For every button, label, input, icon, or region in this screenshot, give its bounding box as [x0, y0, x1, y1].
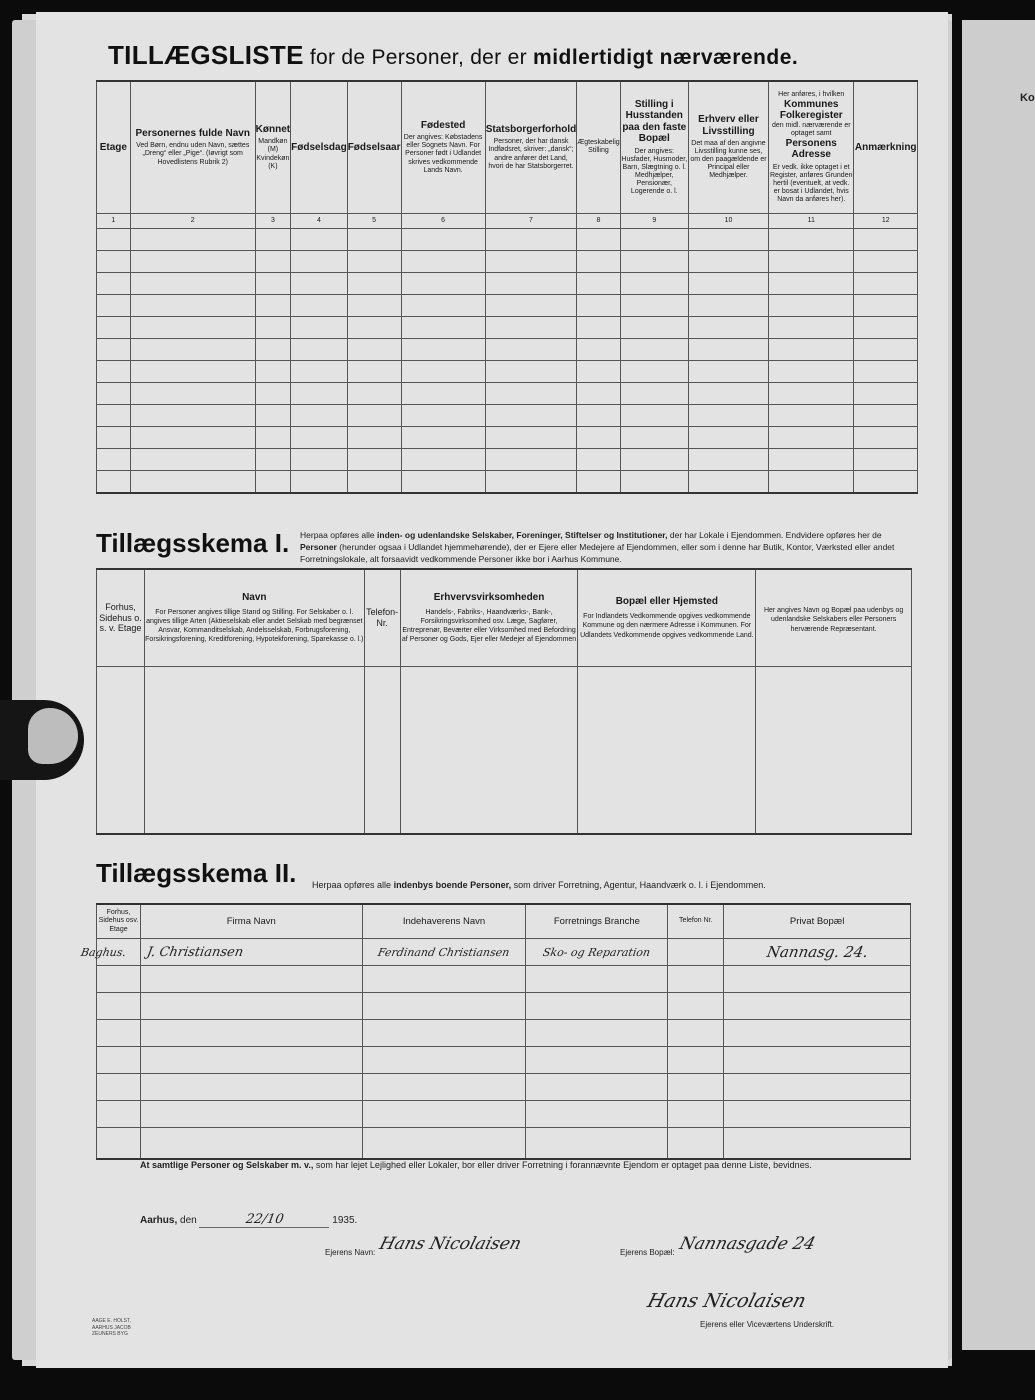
- signature-label: Ejerens eller Viceværtens Underskrift.: [700, 1320, 835, 1329]
- table-cell: [362, 1101, 526, 1128]
- table-cell: [769, 382, 854, 404]
- owner-address: Nannasgade 24: [677, 1234, 818, 1254]
- table-cell: [347, 228, 401, 250]
- col2-etage: Forhus, Sidehus o. s. v. Etage: [97, 569, 145, 667]
- table-cell: [97, 993, 141, 1020]
- table-cell: [577, 272, 620, 294]
- col-statsborger: Statsborgerforhold Personer, der har dansk Indfødsret, skriver: „dansk“; andre anfører det Land, hvori de har Statsborgerret.: [485, 81, 577, 213]
- table-cell: [485, 426, 577, 448]
- table-cell: [255, 426, 290, 448]
- table-row: [97, 1047, 911, 1074]
- table-cell: [526, 993, 668, 1020]
- table-row: [97, 404, 918, 426]
- table-cell: [97, 250, 131, 272]
- table-cell: [485, 272, 577, 294]
- table-row: [97, 1101, 911, 1128]
- table-row: [97, 316, 918, 338]
- table-cell: [401, 294, 485, 316]
- table-cell: [577, 404, 620, 426]
- table-cell: [854, 360, 918, 382]
- col3-firma: Firma Navn: [140, 904, 362, 939]
- table-cell: [347, 338, 401, 360]
- table-cell: [255, 360, 290, 382]
- table-cell: [255, 338, 290, 360]
- table-row: [97, 1074, 911, 1101]
- table-cell: [130, 294, 255, 316]
- entry-bopael: Nannasg. 24.: [724, 939, 911, 966]
- table-cell: [291, 448, 348, 470]
- table-cell: [401, 316, 485, 338]
- table-cell: [769, 250, 854, 272]
- table-cell: [724, 1020, 911, 1047]
- col-number: 2: [130, 213, 255, 228]
- table-row: [97, 1020, 911, 1047]
- table-cell: [577, 448, 620, 470]
- table-cell: [724, 1128, 911, 1160]
- table-cell: [620, 426, 688, 448]
- thumbnail: [28, 708, 78, 764]
- entry-firma: J. Christiansen: [140, 939, 362, 966]
- table-cell: [362, 1020, 526, 1047]
- table-row: [97, 382, 918, 404]
- table-cell: [140, 1047, 362, 1074]
- table-cell: [347, 470, 401, 493]
- table-cell: [130, 316, 255, 338]
- table-cell: [255, 470, 290, 493]
- table-cell: [688, 338, 768, 360]
- table-cell: [347, 294, 401, 316]
- table-cell: [688, 426, 768, 448]
- col-folkeregister: Her anføres, i hvilken Kommunes Folkeregister den midl. nærværende er optaget samt Personens Adresse Er vedk. ikke optaget i et Register, anføres Grunden hertil (eventuelt, at vedk. er bosat i Udlandet, hvis Navn da anføres her).: [769, 81, 854, 213]
- table-cell: [140, 1074, 362, 1101]
- facing-page: [962, 20, 1035, 1350]
- table-cell: [577, 382, 620, 404]
- col-number: 9: [620, 213, 688, 228]
- table-cell: [401, 448, 485, 470]
- col-number: 11: [769, 213, 854, 228]
- table-cell: [668, 1128, 724, 1160]
- table-cell: [130, 470, 255, 493]
- table-cell: [769, 470, 854, 493]
- col-number: 7: [485, 213, 577, 228]
- col-number: 10: [688, 213, 768, 228]
- table-cell: [688, 360, 768, 382]
- table-cell: [401, 404, 485, 426]
- table-cell: [97, 404, 131, 426]
- table-cell: [97, 360, 131, 382]
- table-cell: [854, 448, 918, 470]
- entry-indehaver: Ferdinand Christiansen: [362, 939, 526, 966]
- table-cell: [362, 1047, 526, 1074]
- table-row: [97, 426, 918, 448]
- table-cell: [291, 382, 348, 404]
- table-cell: [97, 426, 131, 448]
- table-cell: [291, 294, 348, 316]
- facing-page-fragment: Ko: [1020, 92, 1035, 104]
- table-cell: [724, 1047, 911, 1074]
- col3-indehaver: Indehaverens Navn: [362, 904, 526, 939]
- form2-cell: [97, 667, 145, 835]
- table-cell: [724, 1101, 911, 1128]
- table-cell: [688, 294, 768, 316]
- table-cell: [620, 316, 688, 338]
- table-cell: [401, 360, 485, 382]
- col2-bopael: Bopæl eller Hjemsted For Indlandets Vedkommende opgives vedkommende Kommune og den nærmere Adresse i Kommunen. For Udlandets Vedkommende opgives vedkommende Land.: [578, 569, 756, 667]
- table-cell: [97, 966, 141, 993]
- table-cell: [485, 294, 577, 316]
- table-cell: [291, 338, 348, 360]
- form3-title: Tillægsskema II.: [96, 858, 297, 888]
- table-cell: [620, 404, 688, 426]
- table-cell: [130, 250, 255, 272]
- form1-title: TILLÆGSLISTE for de Personer, der er midlertidigt nærværende.: [108, 40, 799, 70]
- col2-telefon: Telefon-Nr.: [364, 569, 400, 667]
- table-cell: [97, 1101, 141, 1128]
- table-cell: [854, 272, 918, 294]
- table-row: [97, 993, 911, 1020]
- table-cell: [620, 448, 688, 470]
- table-cell: [401, 470, 485, 493]
- table-cell: [255, 382, 290, 404]
- table-cell: [97, 382, 131, 404]
- table-cell: [485, 404, 577, 426]
- col-number: 8: [577, 213, 620, 228]
- col-aegteskab: Ægteskabelig Stilling: [577, 81, 620, 213]
- table-cell: [97, 470, 131, 493]
- table-cell: [620, 360, 688, 382]
- table-cell: [291, 272, 348, 294]
- col2-navn: Navn For Personer angives tillige Stand og Stilling. For Selskaber o. l. angives tillige Arten (Aktieselskab eller andet Selskab med begrænset Ansvar, Kommanditselskab, Andelsselskab, Forbrugsforening, Forsikringsforening, Kreditforening, Hypotekforening, Sparekasse o. l.): [144, 569, 364, 667]
- table-cell: [688, 250, 768, 272]
- table-cell: [724, 993, 911, 1020]
- table-cell: [347, 272, 401, 294]
- table-cell: [347, 404, 401, 426]
- table-cell: [577, 470, 620, 493]
- table-cell: [255, 228, 290, 250]
- table-cell: [769, 228, 854, 250]
- signature: Hans Nicolaisen: [645, 1290, 809, 1312]
- table-cell: [668, 966, 724, 993]
- table-cell: [97, 1047, 141, 1074]
- table-cell: [668, 1101, 724, 1128]
- table-row: [97, 272, 918, 294]
- table-cell: [255, 448, 290, 470]
- table-cell: [769, 448, 854, 470]
- form1-table: [96, 80, 918, 494]
- table-row: [97, 1128, 911, 1160]
- table-cell: [526, 1074, 668, 1101]
- table-cell: [401, 338, 485, 360]
- table-cell: [291, 426, 348, 448]
- col-erhverv: Erhverv eller Livsstilling Det maa af den angivne Livsstilling kunne ses, om den paagældende er Principal eller Medhjælper.: [688, 81, 768, 213]
- table-cell: [347, 316, 401, 338]
- form2-description: Herpaa opføres alle inden- og udenlandske Selskaber, Foreninger, Stiftelser og Institutioner, der har Lokale i Ejendommen. Endvidere opføres her de Personer (herunder ogsaa i Udlandet hjemmehørende), der er Ejere eller Medejere af Ejendommen, eller som i denne har Butik, Kontor, Værksted eller andet Forretningslokale, alt forsaavidt vedkommende Personer ikke bor i Aarhus Kommune.: [300, 530, 895, 564]
- table-row: [97, 294, 918, 316]
- printer-imprint: AAGE E. HOLST, AARHUS JACOB ZEUNERS BYG: [92, 1318, 131, 1337]
- table-cell: [140, 1020, 362, 1047]
- table-cell: [401, 272, 485, 294]
- table-cell: [362, 1074, 526, 1101]
- table-cell: [97, 338, 131, 360]
- table-cell: [668, 993, 724, 1020]
- table-cell: [291, 250, 348, 272]
- table-row: [97, 966, 911, 993]
- form3-rows: [97, 966, 911, 1160]
- table-cell: [688, 448, 768, 470]
- col-foedselsaar: Fødselsaar: [347, 81, 401, 213]
- table-cell: [688, 382, 768, 404]
- table-cell: [620, 272, 688, 294]
- table-cell: [854, 338, 918, 360]
- table-cell: [485, 250, 577, 272]
- table-cell: [97, 1128, 141, 1160]
- table-cell: [724, 966, 911, 993]
- table-cell: [140, 966, 362, 993]
- table-cell: [854, 404, 918, 426]
- form2-cell: [364, 667, 400, 835]
- table-cell: [620, 250, 688, 272]
- table-cell: [97, 1020, 141, 1047]
- entry-branche: Sko- og Reparation: [526, 939, 668, 966]
- table-cell: [668, 1047, 724, 1074]
- table-cell: [291, 316, 348, 338]
- table-cell: [130, 426, 255, 448]
- owner-name-label: Ejerens Navn:: [325, 1248, 376, 1257]
- table-cell: [688, 470, 768, 493]
- table-cell: [255, 316, 290, 338]
- col-etage: Etage: [97, 81, 131, 213]
- table-cell: [130, 360, 255, 382]
- table-cell: [255, 404, 290, 426]
- table-cell: [255, 250, 290, 272]
- table-cell: [854, 470, 918, 493]
- table-cell: [130, 448, 255, 470]
- table-cell: [854, 316, 918, 338]
- table-cell: [854, 228, 918, 250]
- table-cell: [97, 1074, 141, 1101]
- col2-erhverv: Erhvervsvirksomheden Handels-, Fabriks-, Haandværks-, Bank-, Forsikringsvirksomhed osv. Læge, Sagfører, Entreprenør, Beværter eller Virksomhed med Befordring af Personer og Gods, Ejer eller Medejer af Ejendommen: [400, 569, 578, 667]
- form2-cell: [144, 667, 364, 835]
- table-cell: [769, 426, 854, 448]
- table-cell: [769, 338, 854, 360]
- table-cell: [347, 382, 401, 404]
- col3-bopael: Privat Bopæl: [724, 904, 911, 939]
- table-cell: [688, 228, 768, 250]
- table-cell: [668, 1074, 724, 1101]
- table-cell: [255, 294, 290, 316]
- table-cell: [577, 250, 620, 272]
- table-cell: [291, 228, 348, 250]
- table-cell: [97, 272, 131, 294]
- table-cell: [291, 360, 348, 382]
- table-cell: [401, 426, 485, 448]
- table-cell: [769, 272, 854, 294]
- table-cell: [291, 404, 348, 426]
- owner-address-label: Ejerens Bopæl:: [620, 1248, 675, 1257]
- date-line: Aarhus, den 22/10 1935.: [140, 1212, 358, 1227]
- table-row: [97, 448, 918, 470]
- table-cell: [130, 272, 255, 294]
- table-cell: [362, 1128, 526, 1160]
- table-cell: [688, 316, 768, 338]
- table-cell: [140, 1128, 362, 1160]
- col-number: 1: [97, 213, 131, 228]
- table-cell: [577, 360, 620, 382]
- col3-telefon: Telefon Nr.: [668, 904, 724, 939]
- table-cell: [347, 360, 401, 382]
- table-cell: [485, 382, 577, 404]
- table-cell: [485, 338, 577, 360]
- col-koen: Kønnet Mandkøn (M) Kvindekøn (K): [255, 81, 290, 213]
- table-cell: [97, 294, 131, 316]
- form2-title: Tillægsskema I.: [96, 528, 290, 558]
- table-cell: [130, 228, 255, 250]
- form3-table: [79, 903, 911, 1160]
- table-cell: [577, 294, 620, 316]
- col-number: 12: [854, 213, 918, 228]
- table-cell: [620, 294, 688, 316]
- table-row: [97, 250, 918, 272]
- table-cell: [854, 250, 918, 272]
- table-cell: [255, 272, 290, 294]
- table-cell: [620, 382, 688, 404]
- table-cell: [130, 382, 255, 404]
- table-cell: [347, 448, 401, 470]
- table-cell: [485, 228, 577, 250]
- col-number: 3: [255, 213, 290, 228]
- table-cell: [854, 426, 918, 448]
- table-cell: [97, 316, 131, 338]
- table-cell: [620, 228, 688, 250]
- table-row: [97, 360, 918, 382]
- table-cell: [97, 228, 131, 250]
- table-cell: [485, 448, 577, 470]
- owner-name: Hans Nicolaisen: [377, 1234, 524, 1254]
- table-cell: [769, 404, 854, 426]
- col-number: 4: [291, 213, 348, 228]
- table-cell: [485, 316, 577, 338]
- table-cell: [620, 338, 688, 360]
- thumb: [0, 700, 84, 780]
- form1-rows: [97, 228, 918, 493]
- table-cell: [577, 426, 620, 448]
- table-cell: [620, 470, 688, 493]
- col-foedselsdag: Fødselsdag: [291, 81, 348, 213]
- col3-branche: Forretnings Branche: [526, 904, 668, 939]
- table-cell: [526, 1101, 668, 1128]
- table-row: [97, 338, 918, 360]
- table-cell: [347, 250, 401, 272]
- table-cell: [526, 1128, 668, 1160]
- entry-telefon: [668, 939, 724, 966]
- form2-cell: [400, 667, 578, 835]
- table-cell: [769, 360, 854, 382]
- table-cell: [577, 316, 620, 338]
- table-cell: [140, 1101, 362, 1128]
- table-cell: [362, 966, 526, 993]
- table-cell: [401, 228, 485, 250]
- table-cell: [130, 338, 255, 360]
- table-cell: [769, 316, 854, 338]
- table-row: [97, 228, 918, 250]
- table-cell: [97, 448, 131, 470]
- table-cell: [688, 272, 768, 294]
- table-cell: [140, 993, 362, 1020]
- form2-table: [96, 568, 912, 835]
- table-cell: [526, 966, 668, 993]
- table-cell: [291, 470, 348, 493]
- table-cell: [854, 294, 918, 316]
- col-stilling: Stilling i Husstanden paa den faste Bopæl Der angives: Husfader, Husmoder, Barn, Slægtning o. l. Medhjælper, Pensionær, Logerende o. l.: [620, 81, 688, 213]
- table-cell: [668, 1020, 724, 1047]
- table-cell: [401, 250, 485, 272]
- entry-etage: Baghus.: [97, 939, 141, 966]
- table-cell: [526, 1020, 668, 1047]
- col-foedested: Fødested Der angives: Købstadens eller Sognets Navn. For Personer født i Udlandet skrives vedkommende Lands Navn.: [401, 81, 485, 213]
- col3-etage: Forhus, Sidehus osv. Etage: [97, 904, 141, 939]
- table-cell: [362, 993, 526, 1020]
- col-number: 6: [401, 213, 485, 228]
- table-cell: [485, 470, 577, 493]
- form3-description: Herpaa opføres alle indenbys boende Personer, som driver Forretning, Agentur, Haandværk o. l. i Ejendommen.: [312, 880, 766, 890]
- table-cell: [769, 294, 854, 316]
- attestation-text: At samtlige Personer og Selskaber m. v., som har lejet Lejlighed eller Lokaler, bor eller driver Forretning i forannævnte Ejendom er optaget paa denne Liste, bevidnes.: [140, 1160, 812, 1170]
- form2-cell: [756, 667, 912, 835]
- table-cell: [347, 426, 401, 448]
- col-anmaerkning: Anmærkning: [854, 81, 918, 213]
- table-cell: [724, 1074, 911, 1101]
- col-navn: Personernes fulde Navn Ved Børn, endnu uden Navn, sættes „Dreng“ eller „Pige“. (Iøvrigt som Hovedlistens Rubrik 2): [130, 81, 255, 213]
- col2-repraesentant: Her angives Navn og Bopæl paa udenbys og udenlandske Selskabers eller Personers herværende Repræsentant.: [756, 569, 912, 667]
- table-cell: [526, 1047, 668, 1074]
- form2-cell: [578, 667, 756, 835]
- table-cell: [577, 228, 620, 250]
- table-cell: [688, 404, 768, 426]
- table-row: [97, 470, 918, 493]
- table-cell: [485, 360, 577, 382]
- table-cell: [401, 382, 485, 404]
- table-cell: [130, 404, 255, 426]
- table-cell: [854, 382, 918, 404]
- table-cell: [577, 338, 620, 360]
- col-number: 5: [347, 213, 401, 228]
